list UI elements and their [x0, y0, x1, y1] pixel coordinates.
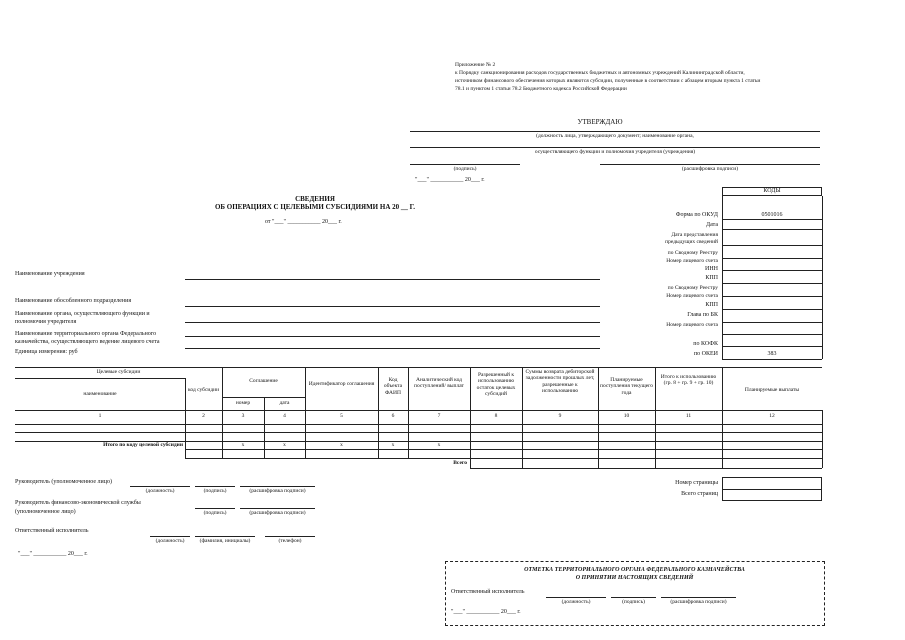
codes-row-sep — [722, 334, 822, 335]
unit-label: Единица измерения: руб — [15, 349, 78, 355]
th-name: наименование — [83, 391, 117, 397]
codes-row-sep — [722, 270, 822, 271]
sig-line — [150, 536, 190, 537]
col-num-12: 12 — [769, 413, 775, 419]
table-line — [15, 424, 822, 425]
territorial-label-2: казначейства, осуществляющего ведение лицевого счета — [15, 339, 160, 345]
subtotal-label: Итого по коду целевой субсидии — [103, 442, 183, 448]
subtotal-x-faip: х — [391, 442, 395, 448]
executor-cap-phone: (телефон) — [278, 538, 302, 544]
approve-caption-position-2: осуществляющего функции и полномочия учредителя (учреждения) — [534, 149, 696, 155]
codes-right-border — [822, 196, 823, 359]
reestr2-label: по Сводному Реестру — [667, 285, 718, 291]
appendix-line-3: источником финансового обеспечения которых являются субсидии, полученные в соответствии с абзацем вторым пункта 1 статьи — [455, 78, 761, 84]
codes-row-sep — [722, 258, 822, 259]
institution-line — [185, 279, 600, 280]
codes-row-sep — [722, 229, 822, 230]
territorial-label-1: Наименование территориального органа Федерального — [15, 331, 157, 337]
account3-label: Номер лицевого счета — [666, 322, 718, 328]
subtotal-x-number: х — [241, 442, 245, 448]
sig-line — [240, 486, 315, 487]
col-num-7: 7 — [437, 413, 441, 419]
th-agreement: Соглашение — [249, 378, 278, 384]
treasury-title-2: О ПРИНЯТИИ НАСТОЯЩИХ СВЕДЕНИЙ — [575, 575, 694, 581]
treasury-cap-decode: (расшифровка подписи) — [670, 599, 727, 605]
codes-row-sep — [722, 359, 822, 360]
approve-line-2 — [410, 147, 820, 148]
sig-line — [195, 536, 255, 537]
col-num-9: 9 — [558, 413, 562, 419]
th-allowed: Разрешенный к использованию остаток целевых субсидий — [476, 372, 516, 397]
territorial-line-1 — [185, 336, 600, 337]
okei-value: 383 — [767, 351, 777, 357]
pages-box-sep — [722, 489, 822, 490]
subtotal-x-date: х — [283, 442, 286, 448]
sig-line — [546, 597, 606, 598]
approve-caption-signature: (подпись) — [453, 166, 477, 172]
doc-title-1: СВЕДЕНИЯ — [295, 195, 335, 203]
codes-row-sep — [722, 346, 822, 347]
table-head-bottom — [15, 410, 822, 411]
table-line — [470, 468, 822, 469]
th-debt: Суммы возврата дебиторской задолженности прошлых лет, разрешенные к использованию — [525, 369, 595, 394]
table-top-line — [15, 367, 822, 368]
organ-line — [185, 322, 600, 323]
fin-cap-decode: (расшифровка подписи) — [249, 510, 306, 516]
glava-label: Глава по БК — [687, 312, 718, 318]
fin-label-2: (уполномоченное лицо) — [15, 509, 76, 515]
codes-row-sep — [722, 283, 822, 284]
head-label: Руководитель (уполномоченное лицо) — [15, 479, 112, 485]
table-line — [185, 458, 822, 459]
th-faip: Код объекта ФАИП — [383, 377, 403, 396]
reestr-label: по Сводному Реестру — [667, 250, 718, 256]
executor-cap-fio: (фамилия, инициалы) — [199, 538, 251, 544]
col-num-3: 3 — [241, 413, 245, 419]
organ-label-1: Наименование органа, осуществляющего функции и — [15, 311, 150, 317]
treasury-cap-position: (должность) — [561, 599, 591, 605]
institution-label: Наименование учреждения — [15, 271, 85, 277]
th-number: номер — [235, 400, 251, 406]
treasury-executor: Ответственный исполнитель — [451, 589, 525, 595]
codes-row-sep — [722, 322, 822, 323]
subtotal-x-ident: х — [340, 442, 343, 448]
appendix-line-1: Приложение № 2 — [455, 62, 496, 68]
table-line — [15, 378, 185, 379]
appendix-line-4: 78.1 и пунктом 1 статьи 78.2 Бюджетного кодекса Российской Федерации — [455, 86, 627, 92]
sig-line — [265, 536, 315, 537]
territorial-line-2 — [185, 348, 600, 349]
approve-caption-position: (должность лица, утверждающего документ; наименование органа, — [536, 133, 694, 139]
col-num-6: 6 — [391, 413, 395, 419]
total-label: Всего — [453, 460, 467, 466]
prev-date-label-1: Дата представления — [671, 232, 718, 238]
executor-cap-position: (должность) — [155, 538, 185, 544]
signatures-date: "___" ___________ 20___ г. — [18, 551, 88, 557]
codes-row-sep — [722, 309, 822, 310]
appendix-line-2: к Порядку санкционирования расходов государственных бюджетных и автономных учреждений Калининградской области, — [455, 70, 745, 76]
head-cap-decode: (расшифровка подписи) — [249, 488, 306, 494]
prev-date-label-2: предыдущих сведений — [665, 239, 718, 245]
okud-value: 0501016 — [761, 212, 783, 218]
head-cap-signature: (подпись) — [203, 488, 227, 494]
sig-line — [195, 486, 235, 487]
codes-row-sep — [722, 245, 822, 246]
approve-title: УТВЕРЖДАЮ — [577, 118, 623, 126]
subdivision-label: Наименование обособленного подразделения — [15, 298, 132, 304]
approve-date: "___" ___________ 20___ г. — [415, 177, 485, 183]
treasury-cap-signature: (подпись) — [622, 599, 645, 605]
approve-line-1 — [410, 131, 820, 132]
sig-line — [611, 597, 656, 598]
sig-line — [195, 508, 235, 509]
approve-decode-line — [600, 164, 820, 165]
th-total: Итого к использованию (гр. 8 + гр. 9 + гр. 10) — [660, 374, 717, 387]
doc-date: от "___" ___________ 20___ г. — [265, 219, 342, 225]
kofk-label: по КОФК — [693, 341, 718, 347]
okud-label: Форма по ОКУД — [675, 212, 718, 218]
codes-row-sep — [722, 296, 822, 297]
head-cap-position: (должность) — [145, 488, 175, 494]
approve-caption-decode: (расшифровка подписи) — [681, 166, 739, 172]
th-ident: Идентификатор соглашения — [308, 381, 375, 387]
date-label: Дата — [706, 222, 718, 228]
page-number-label: Номер страницы — [675, 480, 718, 486]
approve-signature-line — [410, 164, 520, 165]
account2-label: Номер лицевого счета — [666, 293, 718, 299]
col-num-5: 5 — [340, 413, 343, 419]
executor-label: Ответственный исполнитель — [15, 528, 89, 534]
col-num-10: 10 — [623, 413, 630, 419]
table-line — [15, 432, 822, 433]
account-label: Номер лицевого счета — [666, 258, 718, 264]
th-planned-in: Планируемые поступления текущего года — [600, 377, 654, 396]
col-num-11: 11 — [685, 413, 692, 419]
subtotal-x-analytic: х — [437, 442, 441, 448]
treasury-mark-box — [445, 561, 825, 626]
table-line — [185, 449, 822, 450]
sig-line — [130, 486, 190, 487]
treasury-title-1: ОТМЕТКА ТЕРРИТОРИАЛЬНОГО ОРГАНА ФЕДЕРАЛЬНОГО КАЗНАЧЕЙСТВА — [524, 567, 745, 573]
col-num-8: 8 — [494, 413, 498, 419]
th-date: дата — [279, 400, 290, 406]
th-code: код субсидии — [187, 387, 220, 393]
inn-label: ИНН — [705, 266, 718, 272]
organ-label-2: полномочия учредителя — [15, 319, 77, 325]
doc-title-2: ОБ ОПЕРАЦИЯХ С ЦЕЛЕВЫМИ СУБСИДИЯМИ НА 20 __ Г. — [214, 203, 416, 211]
fin-label-1: Руководитель финансово-экономической службы — [15, 500, 141, 506]
col-num-2: 2 — [202, 413, 205, 419]
treasury-date: "___" ___________ 20___ г. — [451, 609, 521, 615]
th-target: Целевые субсидии — [96, 369, 141, 375]
kpp2-label: КПП — [705, 302, 718, 308]
sig-line — [661, 597, 736, 598]
th-analytic: Аналитический код поступлений/ выплат — [414, 377, 464, 390]
table-line — [822, 410, 823, 468]
col-num-1: 1 — [98, 413, 102, 419]
codes-header: КОДЫ — [722, 187, 822, 196]
sig-line — [240, 508, 315, 509]
okei-label: по ОКЕИ — [693, 351, 718, 357]
col-num-4: 4 — [283, 413, 286, 419]
th-planned-out: Планируемые выплаты — [744, 387, 800, 393]
subdivision-line — [185, 306, 600, 307]
pages-total-label: Всего страниц — [681, 491, 718, 497]
fin-cap-signature: (подпись) — [203, 510, 227, 516]
kpp-label: КПП — [705, 275, 718, 281]
